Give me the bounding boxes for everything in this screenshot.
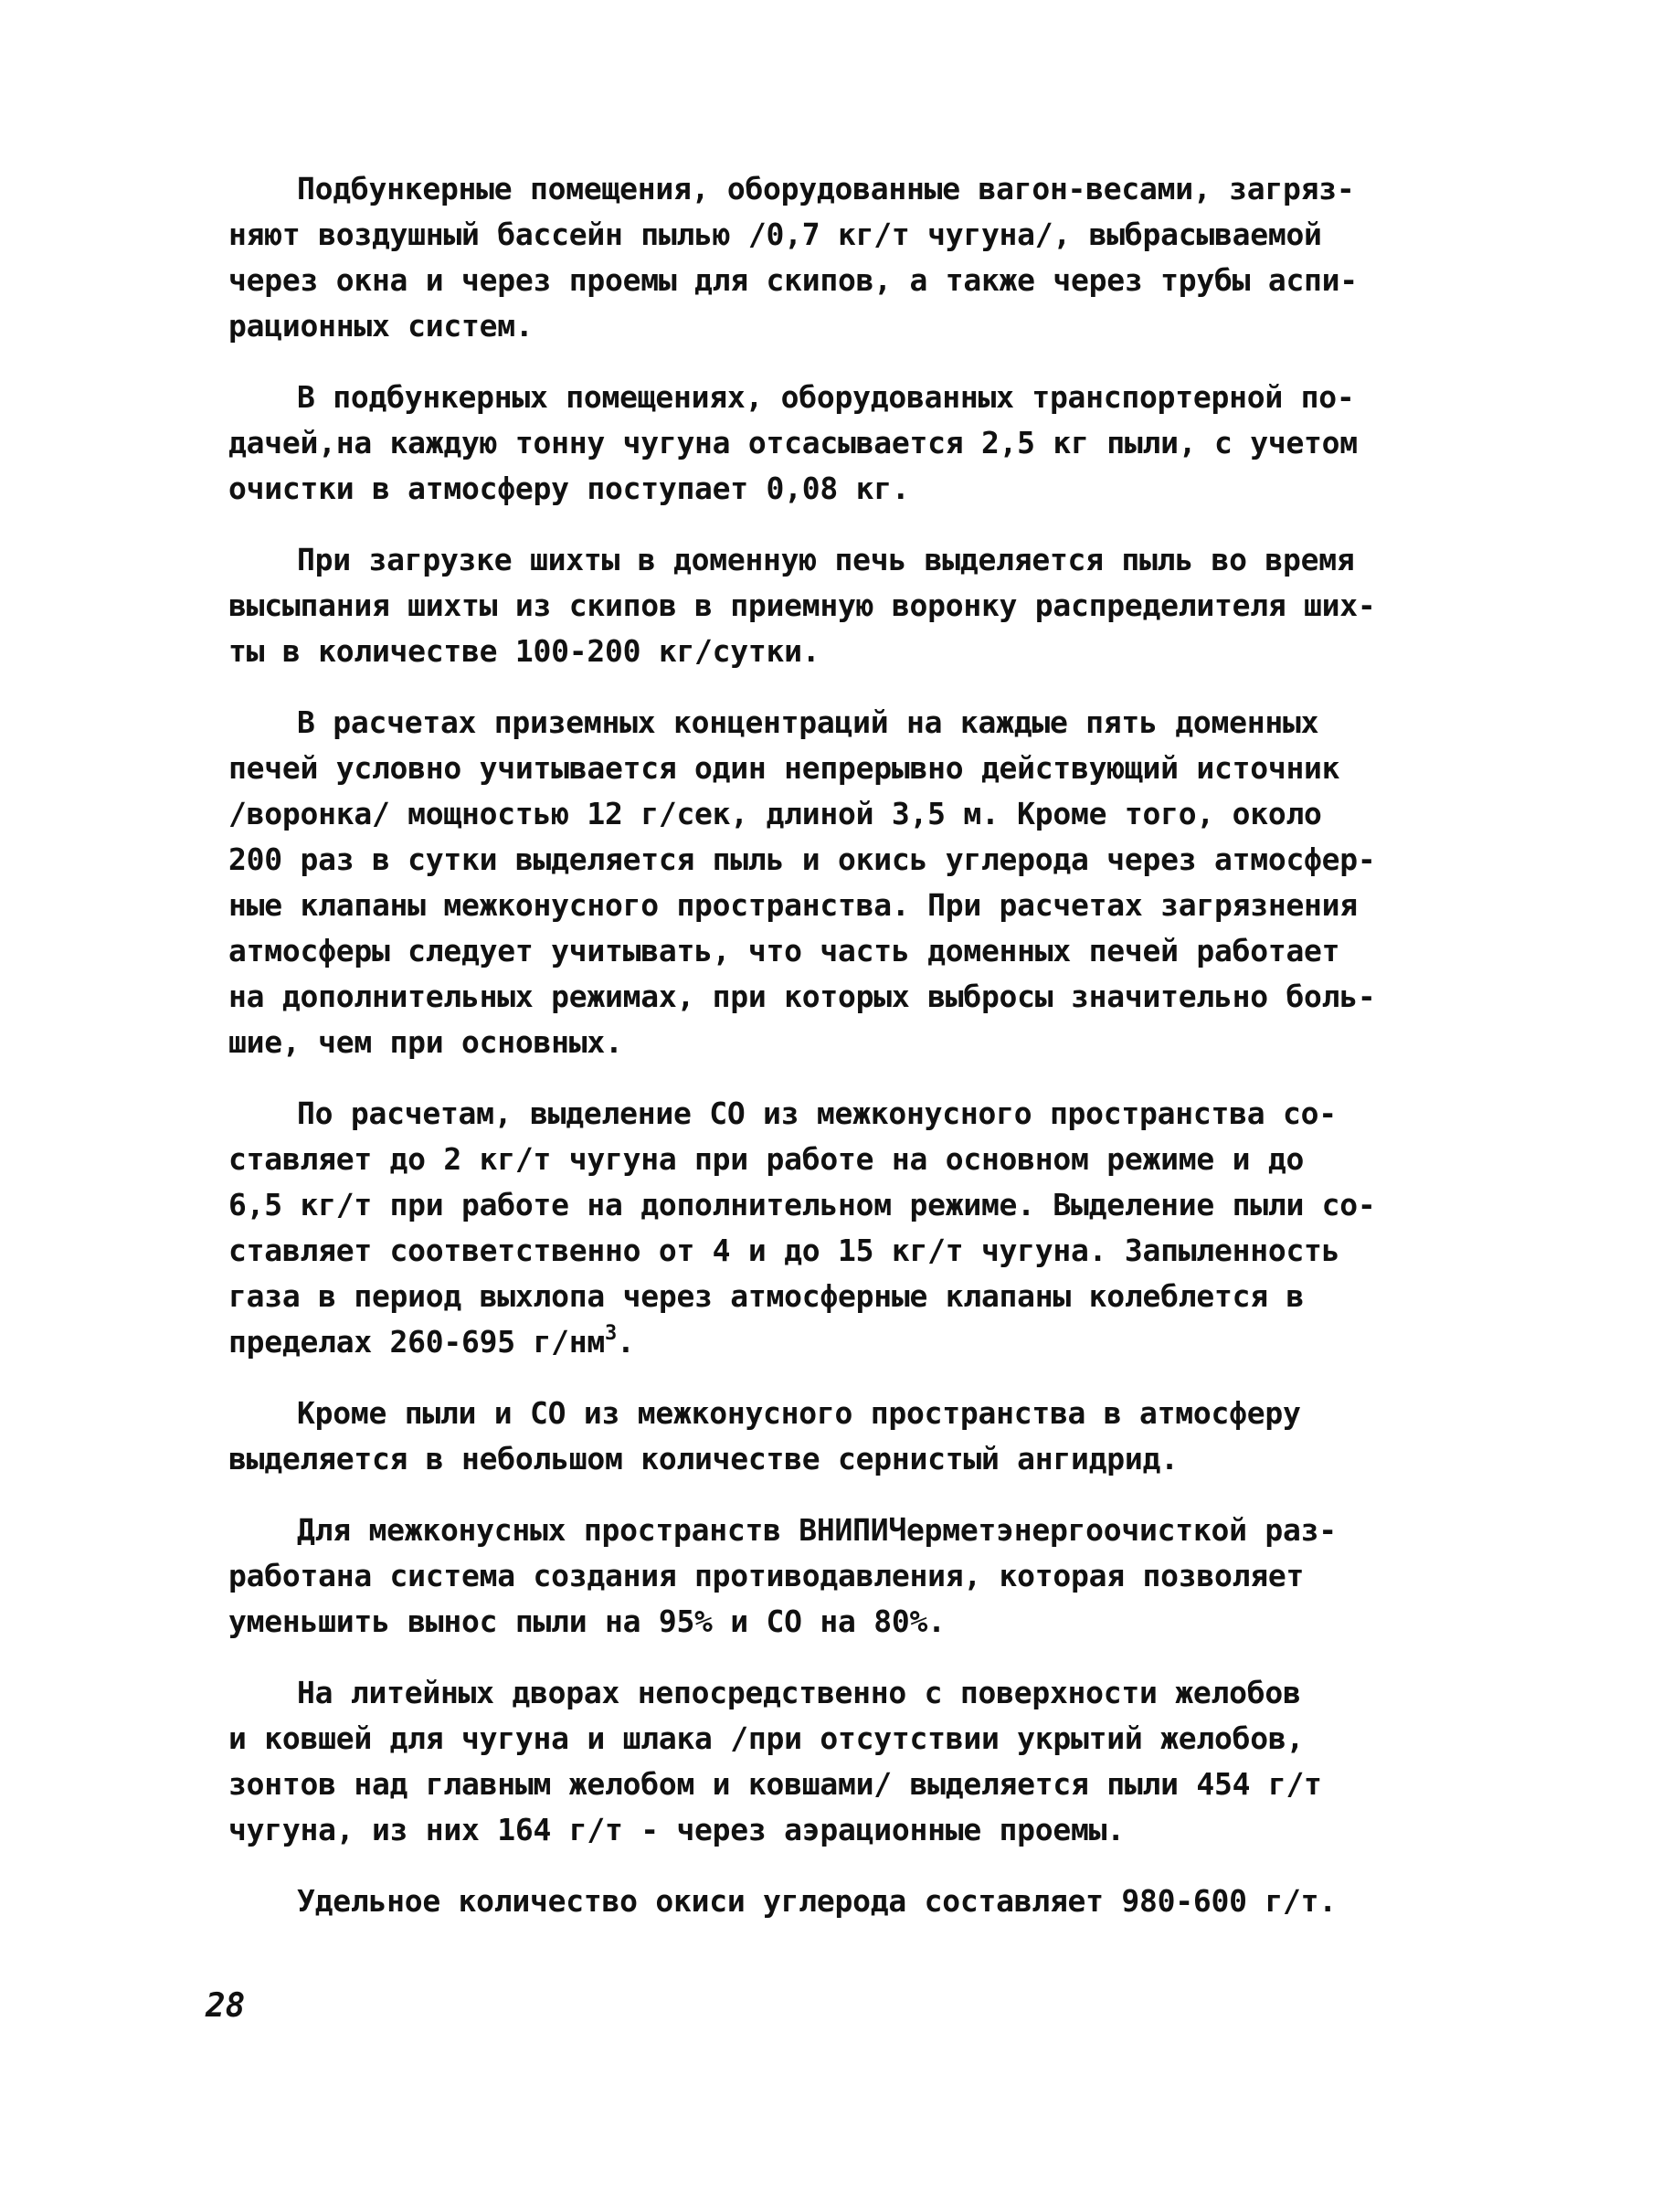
text-line: атмосферы следует учитывать, что часть доменных печей работает xyxy=(228,933,1340,968)
paragraph-carbon-monoxide-rate xyxy=(228,1879,1434,1924)
text-line: В расчетах приземных концентраций на каждые пять доменных xyxy=(297,704,1319,740)
body-text xyxy=(228,166,1434,1924)
paragraph-casting-yards xyxy=(228,1670,1434,1853)
page-number: 28 xyxy=(206,1987,246,2025)
paragraph-sub-bunker-conveyor xyxy=(228,375,1434,512)
text-line: ные клапаны межконусного пространства. При расчетах загрязнения xyxy=(228,887,1358,923)
text-line xyxy=(228,1319,1434,1365)
text-line: /воронка/ мощностью 12 г/сек, длиной 3,5 м. Кроме того, около xyxy=(228,796,1322,831)
text-line: зонтов над главным желобом и ковшами/ выделяется пыли 454 г/т xyxy=(228,1766,1322,1802)
text-line: через окна и через проемы для скипов, а также через трубы аспи- xyxy=(228,262,1358,298)
superscript: 3 xyxy=(604,1322,617,1345)
text-line: на дополнительных режимах, при которых выбросы значительно боль- xyxy=(228,979,1376,1014)
text-line: выделяется в небольшом количестве сернистый ангидрид. xyxy=(228,1441,1179,1476)
text-line: чугуна, из них 164 г/т - через аэрационные проемы. xyxy=(228,1812,1125,1847)
text-line: рационных систем. xyxy=(228,308,534,344)
text-line: Подбункерные помещения, оборудованные вагон-весами, загряз- xyxy=(297,171,1355,206)
text-line: и ковшей для чугуна и шлака /при отсутствии укрытий желобов, xyxy=(228,1720,1305,1756)
text-line: В подбункерных помещениях, оборудованных транспортерной по- xyxy=(297,379,1355,415)
text-line: При загрузке шихты в доменную печь выделяется пыль во время xyxy=(297,542,1355,577)
text-line: печей условно учитывается один непрерывно действующий источник xyxy=(228,750,1340,786)
text-line: высыпания шихты из скипов в приемную воронку распределителя ших- xyxy=(228,587,1376,623)
text-line: 200 раз в сутки выделяется пыль и окись углерода через атмосфер- xyxy=(228,841,1376,877)
paragraph-ground-concentrations xyxy=(228,700,1434,1065)
paragraph-co-emission xyxy=(228,1091,1434,1365)
text-line-end: . xyxy=(616,1324,635,1360)
text-line: шие, чем при основных. xyxy=(228,1024,623,1060)
text-line: работана система создания противодавления, которая позволяет xyxy=(228,1558,1305,1593)
text-line: очистки в атмосферу поступает 0,08 кг. xyxy=(228,471,910,506)
text-line: дачей,на каждую тонну чугуна отсасывается 2,5 кг пыли, с учетом xyxy=(228,425,1358,460)
text-line: Для межконусных пространств ВНИПИЧерметэнергоочисткой раз- xyxy=(297,1512,1337,1548)
paragraph-charge-loading xyxy=(228,537,1434,674)
text-line: газа в период выхлопа через атмосферные клапаны колеблется в xyxy=(228,1278,1305,1314)
paragraph-counter-pressure xyxy=(228,1508,1434,1645)
text-line: На литейных дворах непосредственно с поверхности желобов xyxy=(297,1675,1301,1710)
paragraph-sub-bunker-weighing xyxy=(228,166,1434,349)
text-line: ставляет соответственно от 4 и до 15 кг/т чугуна. Запыленность xyxy=(228,1233,1340,1268)
text-line: ты в количестве 100-200 кг/сутки. xyxy=(228,633,820,669)
text-line-main: пределах 260-695 г/нм xyxy=(228,1324,605,1360)
text-line: няют воздушный бассейн пылью /0,7 кг/т чугуна/, выбрасываемой xyxy=(228,217,1322,252)
paragraph-sulfur-dioxide xyxy=(228,1391,1434,1482)
text-line: ставляет до 2 кг/т чугуна при работе на основном режиме и до xyxy=(228,1141,1305,1177)
text-line: уменьшить вынос пыли на 95% и СО на 80%. xyxy=(228,1603,946,1639)
text-line: 6,5 кг/т при работе на дополнительном режиме. Выделение пыли со- xyxy=(228,1187,1376,1222)
text-line: Удельное количество окиси углерода составляет 980-600 г/т. xyxy=(297,1883,1337,1919)
text-line: Кроме пыли и СО из межконусного пространства в атмосферу xyxy=(297,1395,1301,1431)
text-line: По расчетам, выделение СО из межконусного пространства со- xyxy=(297,1095,1337,1131)
